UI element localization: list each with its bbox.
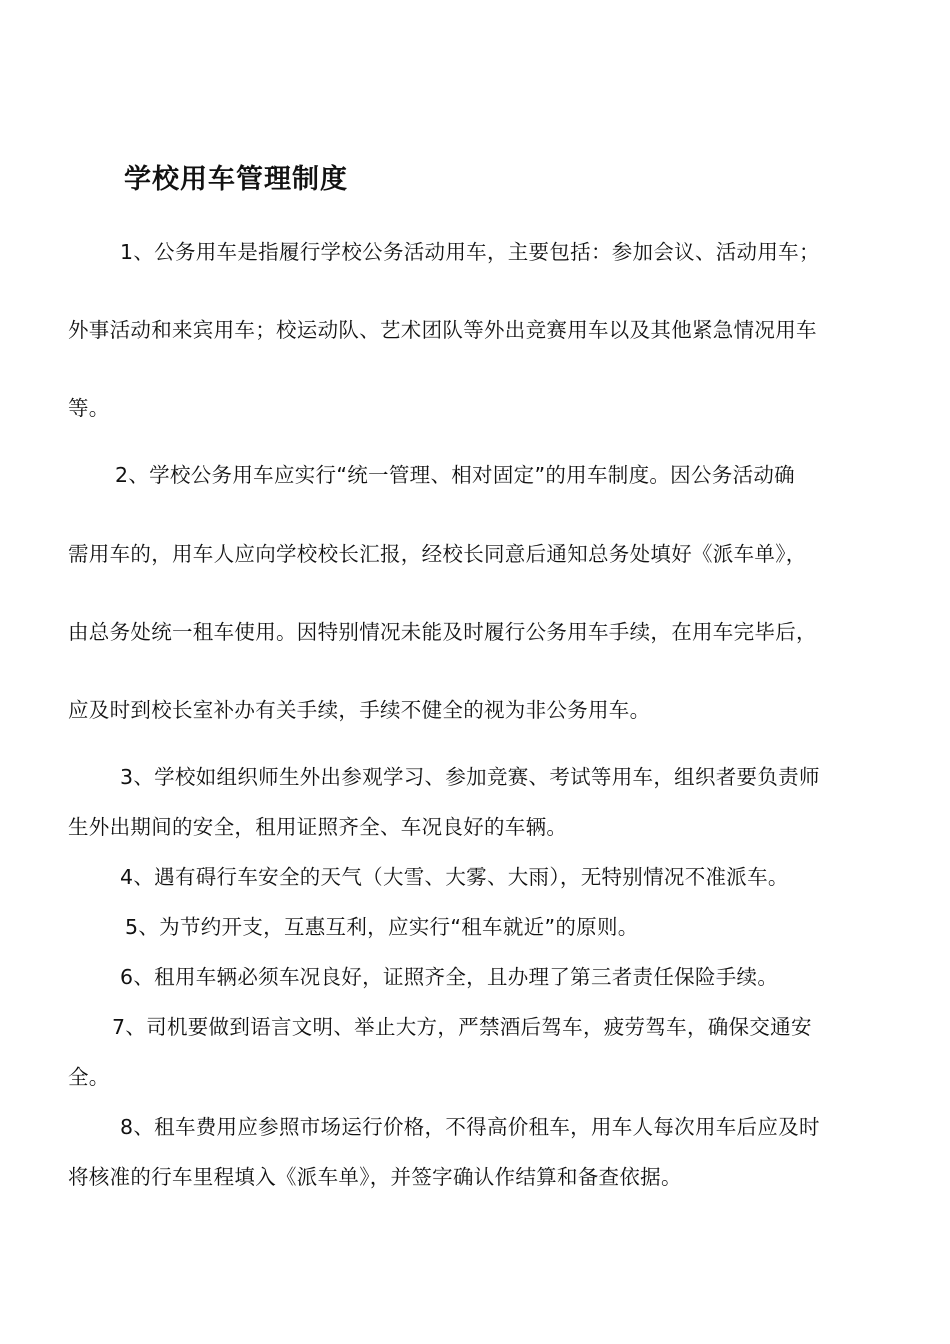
paragraph-7-line-2: 全。 [68,1065,110,1089]
paragraph-8-line-1: 8、租车费用应参照市场运行价格，不得高价租车，用车人每次用车后应及时 [120,1115,820,1139]
paragraph-3-line-2: 生外出期间的安全，租用证照齐全、车况良好的车辆。 [68,815,568,839]
paragraph-2-line-2: 需用车的，用车人应向学校校长汇报，经校长同意后通知总务处填好《派车单》， [68,542,807,566]
paragraph-6: 6、租用车辆必须车况良好，证照齐全，且办理了第三者责任保险手续。 [120,965,779,989]
paragraph-5: 5、为节约开支，互惠互利，应实行“租车就近”的原则。 [125,915,639,939]
paragraph-3-line-1: 3、学校如组织师生外出参观学习、参加竞赛、考试等用车，组织者要负责师 [120,765,820,789]
paragraph-2-line-3: 由总务处统一租车使用。因特别情况未能及时履行公务用车手续，在用车完毕后， [68,620,817,644]
document-title: 学校用车管理制度 [124,164,348,195]
paragraph-1-line-3: 等。 [68,396,110,420]
paragraph-2-line-1: 2、学校公务用车应实行“统一管理、相对固定”的用车制度。因公务活动确 [115,463,795,487]
paragraph-1-line-1: 1、公务用车是指履行学校公务活动用车，主要包括：参加会议、活动用车； [120,240,820,264]
paragraph-7-line-1: 7、司机要做到语言文明、举止大方，严禁酒后驾车，疲劳驾车，确保交通安 [112,1015,812,1039]
paragraph-8-line-2: 将核准的行车里程填入《派车单》，并签字确认作结算和备查依据。 [68,1165,682,1189]
paragraph-4: 4、遇有碍行车安全的天气（大雪、大雾、大雨），无特别情况不准派车。 [120,865,789,889]
paragraph-1-line-2: 外事活动和来宾用车；校运动队、艺术团队等外出竞赛用车以及其他紧急情况用车 [68,318,817,342]
paragraph-2-line-4: 应及时到校长室补办有关手续，手续不健全的视为非公务用车。 [68,698,651,722]
